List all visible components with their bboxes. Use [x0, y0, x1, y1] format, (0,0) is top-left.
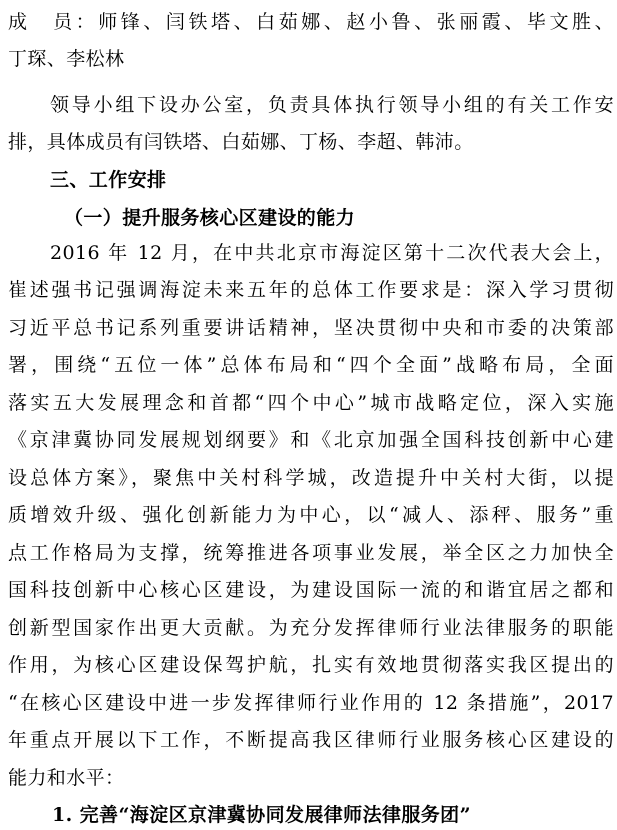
members-line-1: 成 员：师锋、闫铁塔、白茹娜、赵小鲁、张丽霞、毕文胜、 [8, 11, 614, 33]
body-line-12: 作用，为核心区建设保驾护航，扎实有效地贯彻落实我区提出的 [8, 654, 614, 676]
item-heading: 1. 完善“海淀区京津冀协同发展律师法律服务团” [52, 804, 471, 826]
office-line-1: 领导小组下设办公室，负责具体执行领导小组的有关工作安 [50, 94, 614, 116]
body-line-5: 落实五大发展理念和首都“四个中心”城市战略定位，深入实施 [8, 392, 614, 414]
members-line-2: 丁琛、李松林 [8, 48, 125, 70]
body-line-15: 能力和水平： [8, 767, 125, 789]
body-line-9: 点工作格局为支撑，统筹推进各项事业发展，举全区之力加快全 [8, 542, 614, 564]
subsection-heading: （一）提升服务核心区建设的能力 [64, 207, 356, 229]
body-line-3: 习近平总书记系列重要讲话精神，坚决贯彻中央和市委的决策部 [8, 317, 614, 339]
body-line-7: 设总体方案》，聚焦中关村科学城，改造提升中关村大街，以提 [8, 467, 614, 489]
body-line-14: 年重点开展以下工作，不断提高我区律师行业服务核心区建设的 [8, 729, 614, 751]
body-line-2: 崔述强书记强调海淀未来五年的总体工作要求是：深入学习贯彻 [8, 279, 614, 301]
body-line-10: 国科技创新中心核心区建设，为建设国际一流的和谐宜居之都和 [8, 579, 614, 601]
section-heading: 三、工作安排 [50, 169, 167, 191]
office-line-2: 排，具体成员有闫铁塔、白茹娜、丁杨、李超、韩沛。 [8, 131, 474, 153]
body-line-6: 《京津冀协同发展规划纲要》和《北京加强全国科技创新中心建 [8, 429, 614, 451]
body-line-4: 署，围绕“五位一体”总体布局和“四个全面”战略布局，全面 [8, 354, 614, 376]
body-line-13: “在核心区建设中进一步发挥律师行业作用的 12 条措施”，2017 [8, 692, 614, 714]
body-line-1: 2016 年 12 月，在中共北京市海淀区第十二次代表大会上， [50, 242, 614, 264]
body-line-11: 创新型国家作出更大贡献。为充分发挥律师行业法律服务的职能 [8, 617, 614, 639]
body-line-8: 质增效升级、强化创新能力为中心，以“减人、添秤、服务”重 [8, 504, 614, 526]
